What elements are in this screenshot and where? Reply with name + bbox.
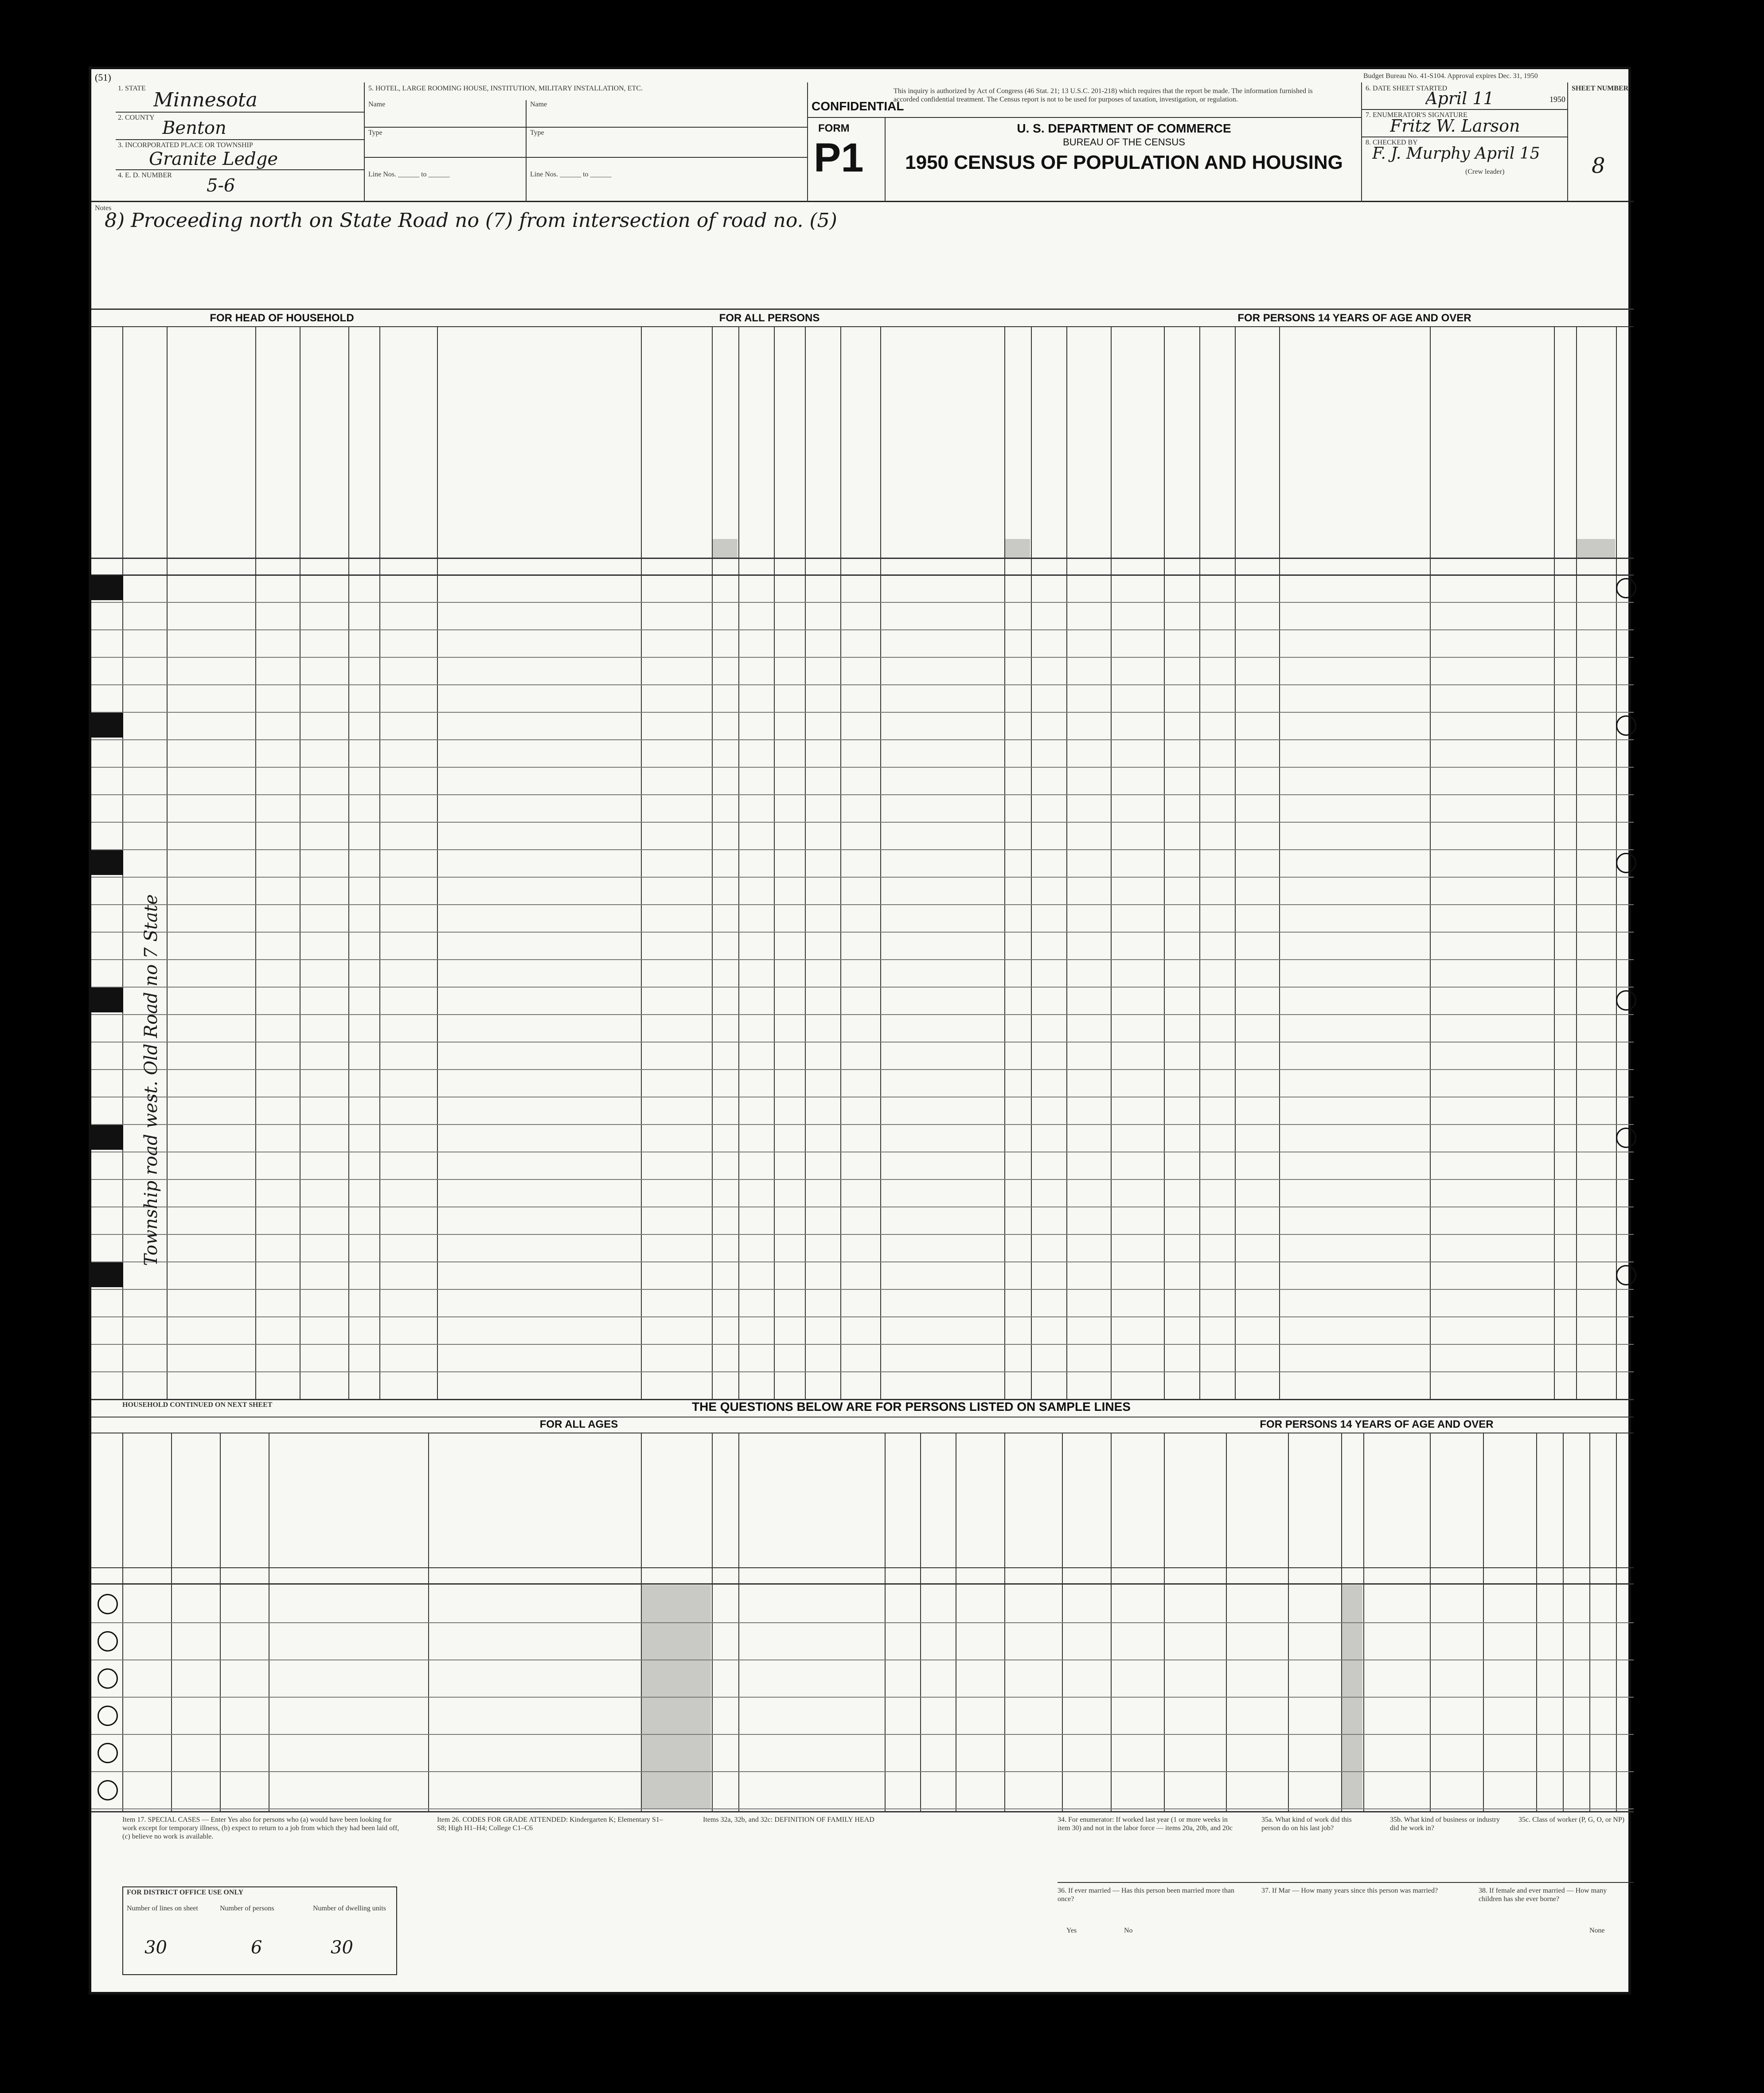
sample-row-number [98, 1706, 118, 1726]
column-header-7 [439, 335, 639, 530]
state-label: 1. STATE [118, 85, 146, 92]
budget-note: Budget Bureau No. 41-S104. Approval expires Dec. 31, 1950 [1363, 72, 1538, 80]
column-divider-c15 [1066, 326, 1067, 1399]
column-divider-c20a [1279, 326, 1280, 1399]
row-divider [91, 1124, 1634, 1125]
column-divider-c10 [774, 326, 775, 1399]
row-divider [91, 822, 1634, 823]
place-value: Granite Ledge [149, 149, 278, 169]
sample-line-marker [89, 713, 123, 738]
column-header-16 [1112, 335, 1162, 530]
column-header-14 [1033, 335, 1065, 530]
state-value: Minnesota [153, 89, 258, 111]
sample-col-divider [1288, 1433, 1289, 1811]
column-header-20c [1556, 335, 1574, 530]
ed-value: 5-6 [207, 176, 235, 196]
line-nos-label-2: Line Nos. ______ to ______ [530, 171, 612, 178]
column-header-6 [381, 335, 435, 530]
column-divider-c3 [255, 326, 256, 1399]
sample-line-marker [89, 1125, 123, 1150]
column-divider-c8 [641, 326, 642, 1399]
sample-col-divider [1111, 1433, 1112, 1811]
column-header-13 [882, 335, 1003, 530]
column-divider-c14 [1031, 326, 1032, 1399]
district-box [122, 1886, 397, 1975]
column-header-4 [301, 335, 347, 530]
column-divider-c18 [1199, 326, 1200, 1399]
section-all: FOR ALL PERSONS [719, 312, 820, 324]
sample-line-circle [1616, 578, 1636, 598]
sample-header-c31b [1228, 1436, 1286, 1538]
district-title: FOR DISTRICT OFFICE USE ONLY [127, 1889, 244, 1896]
sample-col-divider [1164, 1433, 1165, 1811]
date-year: 1950 [1549, 95, 1565, 104]
enumerator-label: 7. ENUMERATOR'S SIGNATURE [1366, 111, 1467, 119]
sample-header-c30 [1112, 1436, 1162, 1538]
sheet-number: 8 [1592, 153, 1605, 178]
sample-number-rule [91, 1583, 1634, 1585]
row-divider [91, 1042, 1634, 1043]
district-b-value: 6 [251, 1937, 262, 1958]
bureau-label: BUREAU OF THE CENSUS [1063, 137, 1185, 148]
sample-header-c24 [270, 1436, 639, 1538]
row-divider [91, 932, 1634, 933]
page-code: (51) [95, 72, 111, 83]
confidential-label: CONFIDENTIAL [812, 99, 904, 113]
footer-item17: Item 17. SPECIAL CASES — Enter Yes also for persons who (a) would have been looking for work except for temporary illness, (b) expect to return to a job from which they had been laid off, (c) believe no work is available. [122, 1816, 399, 1840]
district-b-label: Number of persons [220, 1905, 274, 1912]
column-header-9 [740, 335, 772, 530]
sample-line-circle [1616, 715, 1636, 736]
questions-below: THE QUESTIONS BELOW ARE FOR PERSONS LISTED ON SAMPLE LINES [692, 1400, 1131, 1414]
district-a-label: Number of lines on sheet [127, 1905, 198, 1912]
sample-row-divider [91, 1697, 1634, 1698]
sample-header-c32b [1432, 1436, 1481, 1538]
row-divider [91, 657, 1634, 658]
sample-header-c33 [1538, 1436, 1632, 1538]
sample-line-circle [1616, 1265, 1636, 1285]
sample-header-c21 [124, 1436, 169, 1538]
row-divider [91, 987, 1634, 988]
row-divider [91, 904, 1634, 905]
column-divider-c17 [1164, 326, 1165, 1399]
column-divider-c2 [167, 326, 168, 1399]
row-divider [91, 767, 1634, 768]
footer-item37: 37. If Mar — How many years since this person was married? [1261, 1887, 1438, 1894]
sample-col-divider [1226, 1433, 1227, 1811]
sample-header-c32a [1365, 1436, 1428, 1538]
column-header-20a [1281, 335, 1428, 530]
item36-yes: Yes [1066, 1927, 1077, 1934]
row-divider [91, 1344, 1634, 1345]
column-header-20b [1432, 335, 1552, 530]
footer-item34: 34. For enumerator: If worked last year (1 or more weeks in item 30) and not in the labor force — items 20a, 20b, and 20c [1058, 1816, 1233, 1832]
enumerator-signature: Fritz W. Larson [1390, 116, 1520, 136]
column-divider-c20b [1430, 326, 1431, 1399]
column-header-12 [842, 335, 878, 530]
sample-col-divider [122, 1433, 123, 1811]
column-divider-c12 [840, 326, 841, 1399]
hotel-type-label-2: Type [530, 129, 544, 137]
column-header-11 [807, 335, 839, 530]
row-divider [91, 1069, 1634, 1070]
row-divider [91, 1234, 1634, 1235]
sample-col-divider [1430, 1433, 1431, 1811]
column-header-2 [168, 335, 254, 530]
column-divider-B [1004, 326, 1005, 1399]
sample-col-divider [885, 1433, 886, 1811]
row-divider [91, 1179, 1634, 1180]
sample-header-c26 [886, 1436, 918, 1538]
column-divider-c13 [880, 326, 881, 1399]
column-divider-c20c [1554, 326, 1555, 1399]
row-divider [91, 739, 1634, 740]
sample-row-number [98, 1743, 118, 1763]
column-divider-C [1576, 326, 1577, 1399]
for-all-ages: FOR ALL AGES [539, 1418, 618, 1430]
column-header-19 [1237, 335, 1277, 530]
sample-line-marker [89, 988, 123, 1012]
sample-col-divider [738, 1433, 739, 1811]
row-divider [91, 1261, 1634, 1262]
sample-col-divider [220, 1433, 221, 1811]
column-header-5 [350, 335, 378, 530]
sample-col-divider [171, 1433, 172, 1811]
line-nos-label: Line Nos. ______ to ______ [368, 171, 450, 178]
sample-line-marker [89, 850, 123, 875]
sample-header-c29 [1064, 1436, 1109, 1538]
hotel-name-label: Name [368, 101, 386, 108]
confidential-text: This inquiry is authorized by Act of Congress (46 Stat. 21; 13 U.S.C. 201-218) which requires that the report be made. The information furnished is accorded confidential treatment. The Census report is not to be used for purposes of taxation, investigation, or regulation. [894, 87, 1313, 103]
footer-item35b: 35b. What kind of business or industry did he work in? [1390, 1816, 1500, 1832]
sample-row-divider [91, 1734, 1634, 1735]
county-label: 2. COUNTY [118, 114, 155, 121]
column-header-15 [1068, 335, 1109, 530]
sample-header-c27 [922, 1436, 954, 1538]
column-header-17 [1166, 335, 1198, 530]
sample-row-number [98, 1594, 118, 1614]
sample-row-divider [91, 1808, 1634, 1809]
footer-item32: Items 32a, 32b, and 32c: DEFINITION OF FAMILY HEAD [703, 1816, 874, 1824]
district-a-value: 30 [144, 1937, 167, 1958]
row-divider [91, 629, 1634, 630]
hotel-type-label: Type [368, 129, 382, 137]
place-label: 3. INCORPORATED PLACE OR TOWNSHIP [118, 141, 253, 149]
sample-header-c31c [1290, 1436, 1339, 1538]
ed-label: 4. E. D. NUMBER [118, 172, 172, 179]
column-header-1 [124, 335, 165, 530]
sample-line-marker [89, 1262, 123, 1287]
sample-col-divider [1536, 1433, 1537, 1811]
column-header-18 [1201, 335, 1233, 530]
checked-label: 8. CHECKED BY [1366, 139, 1418, 146]
row-divider [91, 602, 1634, 603]
row-divider [91, 1316, 1634, 1317]
column-divider-c16 [1111, 326, 1112, 1399]
sample-header-c28 [957, 1436, 1003, 1538]
section-over14-b: FOR PERSONS 14 YEARS OF AGE AND OVER [1260, 1418, 1494, 1430]
checked-by: F. J. Murphy April 15 [1372, 144, 1540, 163]
column-divider-c5 [348, 326, 349, 1399]
sample-row-number [98, 1631, 118, 1652]
column-divider-c7 [437, 326, 438, 1399]
sample-line-circle [1616, 990, 1636, 1011]
crew-leader: (Crew leader) [1465, 168, 1505, 176]
census-sheet [89, 66, 1631, 1995]
leave-blank-band-B [1005, 539, 1030, 558]
form-id: P1 [814, 135, 864, 180]
sample-header-rule [91, 1567, 1634, 1568]
footer-item35c: 35c. Class of worker (P, G, O, or NP) [1518, 1816, 1625, 1824]
leave-blank-band-C [1577, 539, 1615, 558]
footer-item36: 36. If ever married — Has this person been married more than once? [1058, 1887, 1234, 1903]
district-c-label: Number of dwelling units [313, 1905, 386, 1912]
sample-col-divider [1062, 1433, 1063, 1811]
date-value: April 11 [1425, 89, 1494, 108]
sample-line-circle [1616, 1128, 1636, 1148]
sample-row-number [98, 1668, 118, 1689]
sample-header-c32c [1485, 1436, 1534, 1538]
row-divider [91, 1289, 1634, 1290]
item36-no: No [1124, 1927, 1133, 1934]
item38-none: None [1589, 1927, 1605, 1934]
sample-header-c31a [1166, 1436, 1224, 1538]
section-head: FOR HEAD OF HOUSEHOLD [210, 312, 354, 324]
row-divider [91, 849, 1634, 850]
form-title: 1950 CENSUS OF POPULATION AND HOUSING [905, 152, 1343, 173]
sample-row-divider [91, 1622, 1634, 1623]
section-over14: FOR PERSONS 14 YEARS OF AGE AND OVER [1237, 312, 1471, 324]
leave-blank-band-A [713, 539, 738, 558]
column-divider-A [712, 326, 713, 1399]
row-divider [91, 712, 1634, 713]
column-divider-c19 [1235, 326, 1236, 1399]
column-divider-c4 [300, 326, 301, 1399]
county-value: Benton [162, 118, 226, 138]
notes-label: Notes [95, 204, 112, 212]
sample-col-divider [1363, 1433, 1364, 1811]
row-divider [91, 877, 1634, 878]
sheet-label: SHEET NUMBER [1572, 85, 1629, 92]
column-divider-c9 [738, 326, 739, 1399]
sample-col-divider [712, 1433, 713, 1811]
sample-header-c23 [222, 1436, 267, 1538]
sample-row-divider [91, 1771, 1634, 1772]
column-header-10 [776, 335, 803, 530]
dept-label: U. S. DEPARTMENT OF COMMERCE [1017, 121, 1231, 135]
notes-text: 8) Proceeding north on State Road no (7) from intersection of road no. (5) [105, 209, 837, 232]
footer-item26: Item 26. CODES FOR GRADE ATTENDED: Kindergarten K; Elementary S1–S8; High H1–H4; College C1–C6 [437, 1816, 663, 1832]
form-label: FORM [818, 122, 850, 134]
footer-item38: 38. If female and ever married — How many children has she ever borne? [1479, 1887, 1607, 1903]
row-divider [91, 794, 1634, 795]
sample-header-c22 [173, 1436, 218, 1538]
district-c-value: 30 [331, 1937, 353, 1958]
sample-line-circle [1616, 853, 1636, 873]
column-header-8 [643, 335, 710, 530]
row-divider [91, 1371, 1634, 1372]
row-divider [91, 684, 1634, 685]
sample-header-c25 [740, 1436, 883, 1538]
row-divider [91, 959, 1634, 960]
household-continued: HOUSEHOLD CONTINUED ON NEXT SHEET [122, 1401, 273, 1409]
margin-note: Township road west. Old Road no 7 State [141, 894, 161, 1266]
column-header-3 [257, 335, 298, 530]
hotel-label: 5. HOTEL, LARGE ROOMING HOUSE, INSTITUTION, MILITARY INSTALLATION, ETC. [368, 85, 643, 92]
hotel-name-label-2: Name [530, 101, 547, 108]
sample-col-divider [1004, 1433, 1005, 1811]
column-divider-c6 [379, 326, 380, 1399]
sample-row-number [98, 1780, 118, 1800]
footer-item35a: 35a. What kind of work did this person do on his last job? [1261, 1816, 1352, 1832]
sample-col-divider [1483, 1433, 1484, 1811]
sample-line-marker [89, 575, 123, 600]
column-divider-c11 [805, 326, 806, 1399]
date-label: 6. DATE SHEET STARTED [1366, 85, 1448, 92]
row-divider [91, 1014, 1634, 1015]
sample-col-divider [920, 1433, 921, 1811]
